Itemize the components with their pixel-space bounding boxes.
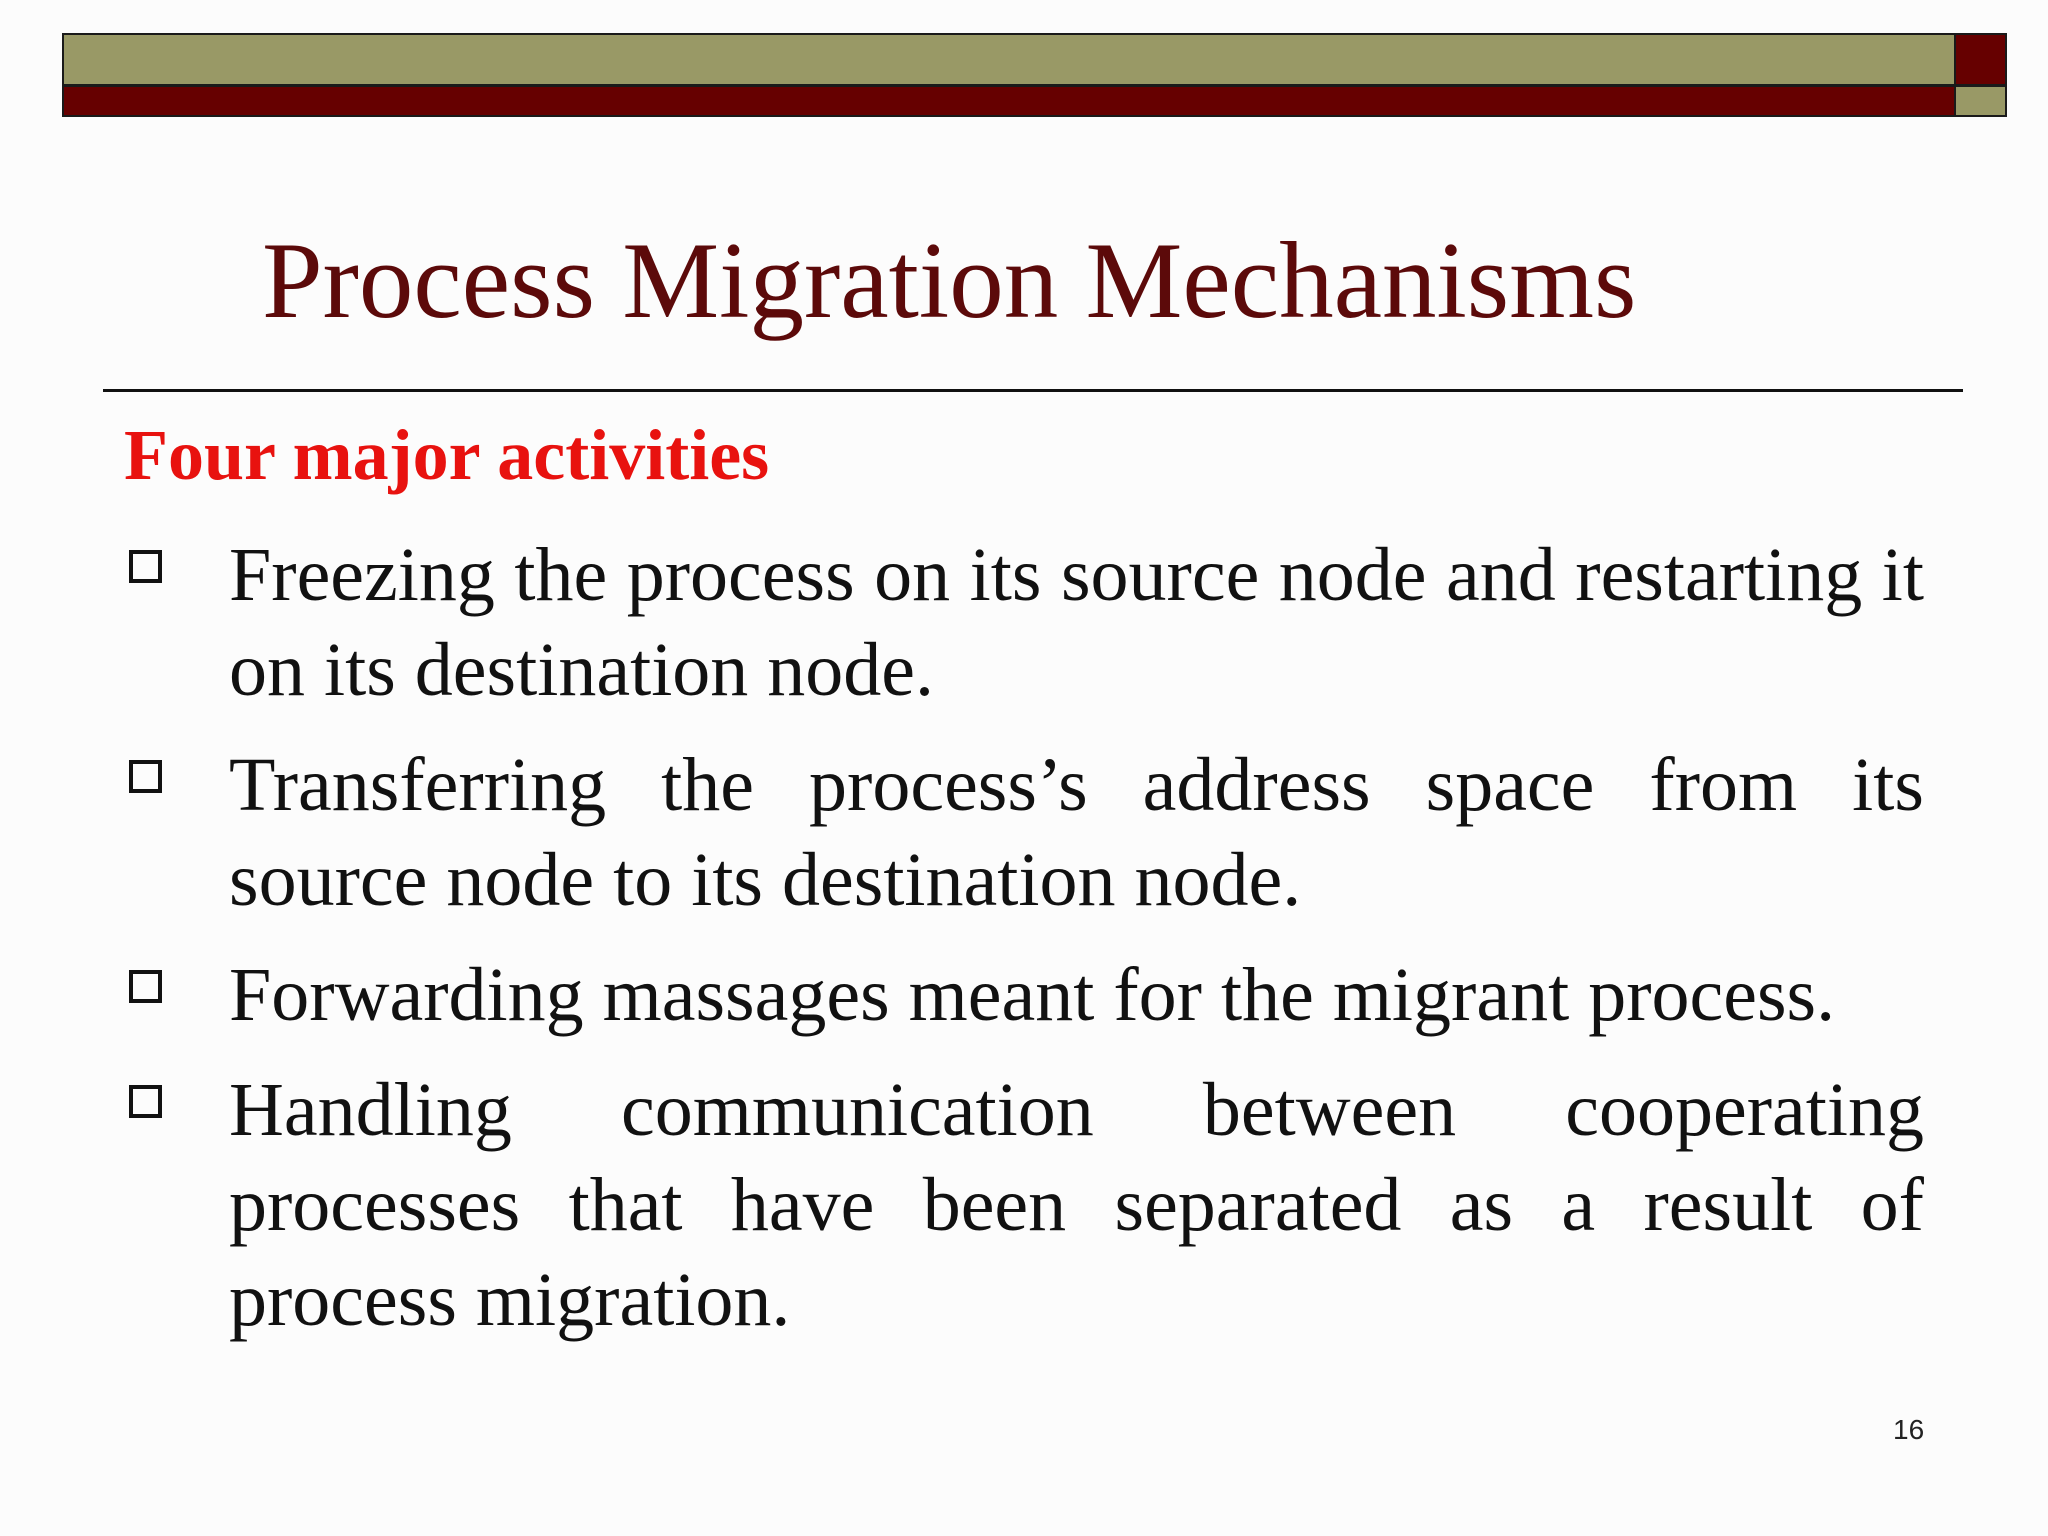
header-bar-olive (62, 33, 1956, 86)
header-corner-block-olive (1954, 85, 2007, 117)
bullet-text: Freezing the process on its source node and restarting it on its destination node. (229, 533, 1924, 712)
bullet-text: Handling communication between cooperating processes that have been separated as a result of process migration. (229, 1068, 1924, 1342)
bullet-item (124, 738, 1924, 928)
bullet-text: Forwarding massages meant for the migrant process. (229, 953, 1836, 1037)
square-bullet-icon (129, 1085, 162, 1118)
header-corner-block-maroon (1954, 33, 2007, 86)
bullet-item (124, 948, 1924, 1043)
header-bar-maroon (62, 85, 1956, 117)
title-divider (103, 389, 1963, 392)
bullet-list (124, 528, 1924, 1368)
bullet-item (124, 1063, 1924, 1348)
slide-subtitle: Four major activities (124, 415, 770, 495)
slide-title: Process Migration Mechanisms (262, 220, 1637, 341)
page-number: 16 (1893, 1414, 1925, 1445)
square-bullet-icon (129, 760, 162, 793)
square-bullet-icon (129, 970, 162, 1003)
bullet-text: Transferring the process’s address space from its source node to its destination node. (229, 743, 1924, 922)
bullet-item (124, 528, 1924, 718)
square-bullet-icon (129, 550, 162, 583)
